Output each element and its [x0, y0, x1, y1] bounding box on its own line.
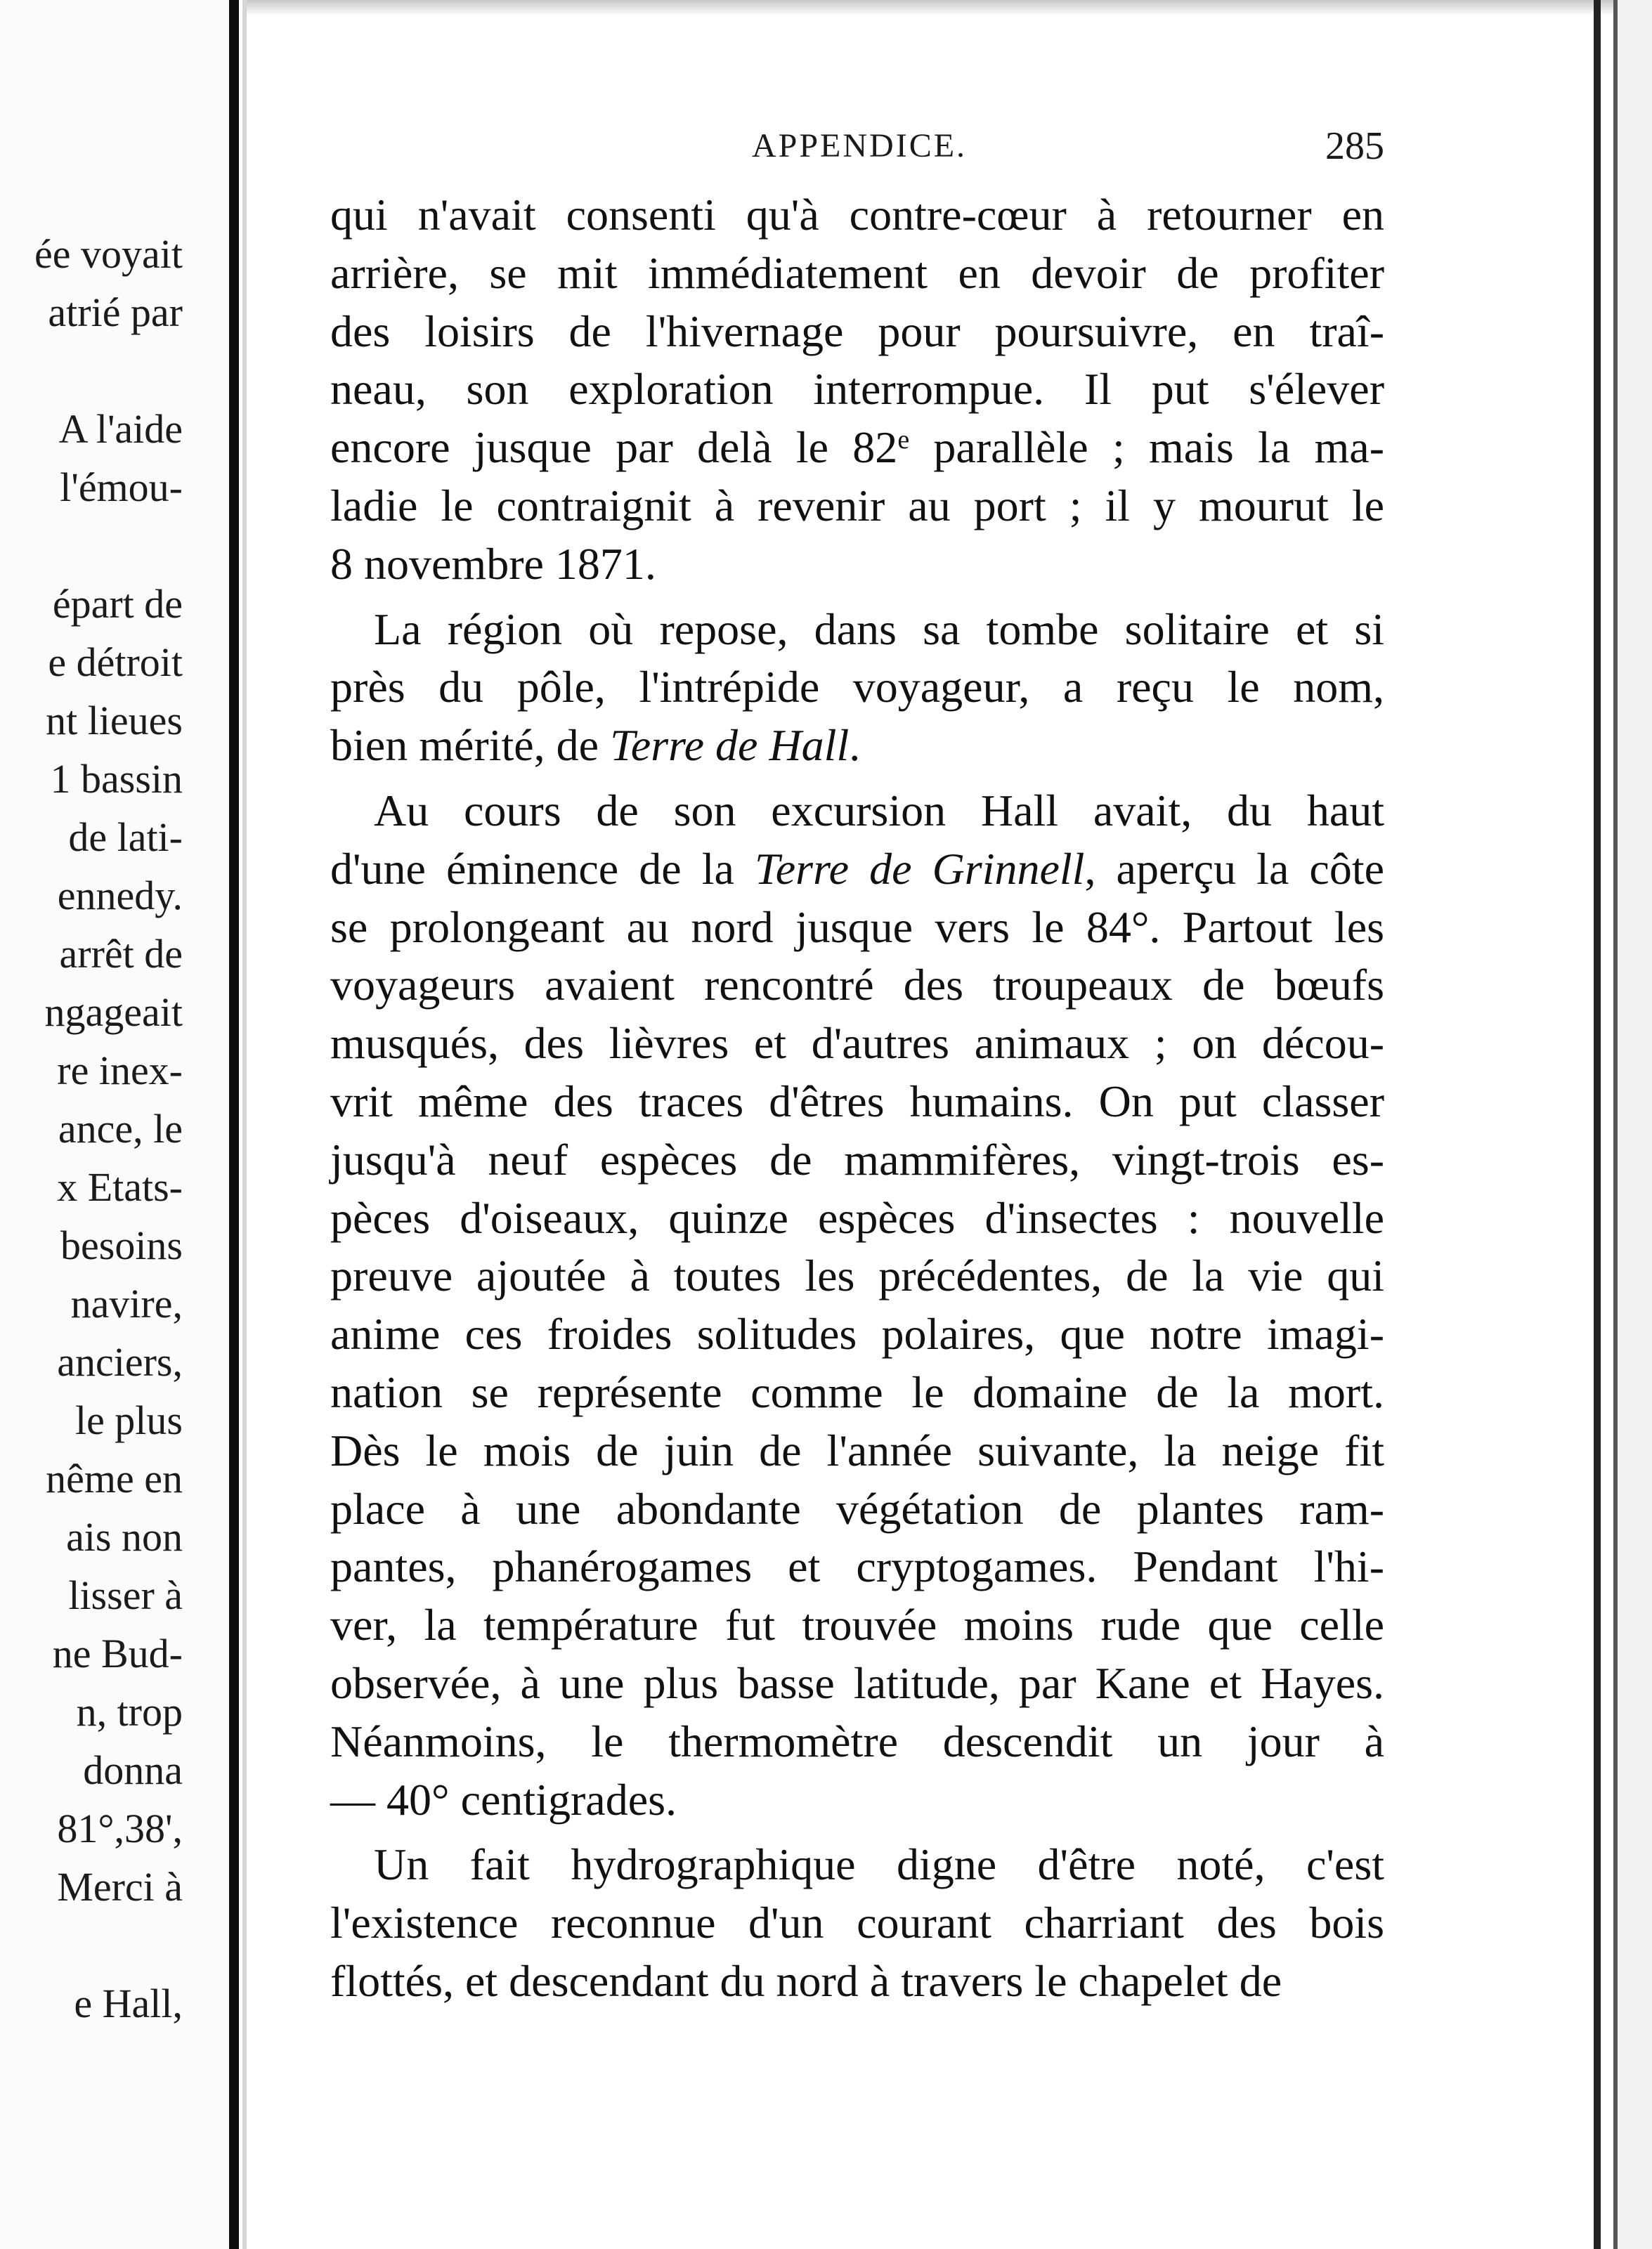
- text-line: jusqu'à neuf espèces de mammifères, vingt-trois es-: [330, 1134, 1384, 1185]
- text-line: encore jusque par delà le 82e parallèle ; mais la ma-: [330, 422, 1385, 473]
- left-page-line: arrêt de: [59, 931, 183, 977]
- page-right-edge: [1594, 0, 1601, 2249]
- text-line: près du pôle, l'intrépide voyageur, a reçu le nom,: [330, 662, 1384, 712]
- left-page-line: de lati-: [68, 814, 183, 860]
- left-page-fragment: [0, 0, 232, 2249]
- main-text-block: [330, 186, 1384, 2018]
- left-page-line: e Hall,: [74, 1981, 183, 2026]
- left-page-line: donna: [83, 1747, 183, 1793]
- right-margin: [1618, 0, 1652, 2249]
- text-line: nation se représente comme le domaine de la mort.: [330, 1367, 1384, 1417]
- text-line: ladie le contraignit à revenir au port ; il y mourut le: [330, 480, 1384, 530]
- left-page-line: anciers,: [57, 1339, 183, 1385]
- left-page-line: besoins: [60, 1223, 183, 1268]
- text-line: neau, son exploration interrompue. Il put s'élever: [330, 364, 1384, 415]
- left-page-line: [0, 516, 183, 575]
- left-page-line: nême en: [46, 1456, 183, 1501]
- text-line: ver, la température fut trouvée moins rude que celle: [330, 1600, 1384, 1650]
- left-page-line: atrié par: [48, 289, 183, 335]
- text-line: Dès le mois de juin de l'année suivante, la neige fit: [330, 1425, 1384, 1475]
- text-line: voyageurs avaient rencontré des troupeaux de bœufs: [330, 960, 1384, 1010]
- left-page-line: ance, le: [58, 1106, 183, 1152]
- text-line: 8 novembre 1871.: [330, 538, 656, 589]
- text-line: qui n'avait consenti qu'à contre-cœur à retourner en: [330, 190, 1384, 240]
- text-line: place à une abondante végétation de plantes ram-: [330, 1483, 1384, 1534]
- left-page-line: [0, 341, 183, 400]
- left-page-line: re inex-: [57, 1048, 183, 1093]
- left-page-line: ngageait: [44, 989, 183, 1035]
- text-line: pantes, phanérogames et cryptogames. Pendant l'hi-: [330, 1541, 1384, 1592]
- left-page-line: Merci à: [57, 1864, 183, 1910]
- text-line: bien mérité, de Terre de Hall.: [330, 720, 861, 771]
- left-page-line: ais non: [66, 1514, 183, 1560]
- page-number: 285: [1325, 124, 1384, 168]
- text-line: Au cours de son excursion Hall avait, du haut: [374, 785, 1384, 835]
- left-page-line: lisser à: [68, 1572, 183, 1618]
- left-page-line: 1 bassin: [50, 756, 183, 802]
- left-page-line: ennedy.: [57, 873, 183, 918]
- left-page-line: [0, 1916, 183, 1974]
- text-line: musqués, des lièvres et d'autres animaux ; on décou-: [330, 1018, 1384, 1069]
- paragraph: [330, 601, 1384, 775]
- text-line: observée, à une plus basse latitude, par Kane et Hayes.: [330, 1657, 1384, 1708]
- text-line: pèces d'oiseaux, quinze espèces d'insectes : nouvelle: [330, 1192, 1384, 1243]
- gutter-shadow: [242, 0, 247, 2249]
- text-line: d'une éminence de la Terre de Grinnell, aperçu la côte: [330, 843, 1385, 894]
- left-page-line: n, trop: [76, 1689, 183, 1735]
- text-line: des loisirs de l'hivernage pour poursuivre, en traî-: [330, 306, 1384, 356]
- left-page-line: A l'aide: [58, 406, 183, 452]
- running-header: [330, 126, 1384, 183]
- left-page-line: ne Bud-: [52, 1631, 183, 1676]
- text-line: arrière, se mit immédiatement en devoir de profiter: [330, 247, 1384, 298]
- left-page-line: x Etats-: [57, 1164, 183, 1210]
- text-line: se prolongeant au nord jusque vers le 84°. Partout les: [330, 901, 1384, 952]
- running-title: APPENDICE.: [752, 127, 968, 164]
- left-page-line: e détroit: [48, 639, 183, 685]
- text-line: l'existence reconnue d'un courant charriant des bois: [330, 1898, 1384, 1948]
- left-page-line: le plus: [74, 1397, 183, 1443]
- text-line: La région où repose, dans sa tombe solitaire et si: [374, 604, 1384, 654]
- text-line: Un fait hydrographique digne d'être noté, c'est: [374, 1839, 1384, 1890]
- text-line: vrit même des traces d'êtres humains. On put classer: [330, 1076, 1384, 1126]
- text-line: preuve ajoutée à toutes les précédentes, de la vie qui: [330, 1251, 1384, 1301]
- text-line: Néanmoins, le thermomètre descendit un jour à: [330, 1716, 1384, 1766]
- text-line: — 40° centigrades.: [330, 1774, 677, 1825]
- left-page-line: 81°,38',: [57, 1806, 183, 1851]
- left-page-text: [0, 225, 183, 2033]
- left-page-line: ée voyait: [34, 231, 183, 277]
- paragraph: [330, 1836, 1384, 2010]
- left-page-line: nt lieues: [46, 698, 183, 743]
- paragraph: [330, 186, 1384, 594]
- book-gutter: [229, 0, 239, 2249]
- left-page-line: l'émou-: [60, 464, 183, 510]
- paragraph: [330, 782, 1384, 1829]
- text-line: flottés, et descendant du nord à travers le chapelet de: [330, 1955, 1282, 2006]
- left-page-line: navire,: [70, 1281, 183, 1326]
- left-page-line: épart de: [52, 581, 183, 627]
- text-line: anime ces froides solitudes polaires, que notre imagi-: [330, 1309, 1384, 1360]
- page-top-edge: [247, 0, 1652, 15]
